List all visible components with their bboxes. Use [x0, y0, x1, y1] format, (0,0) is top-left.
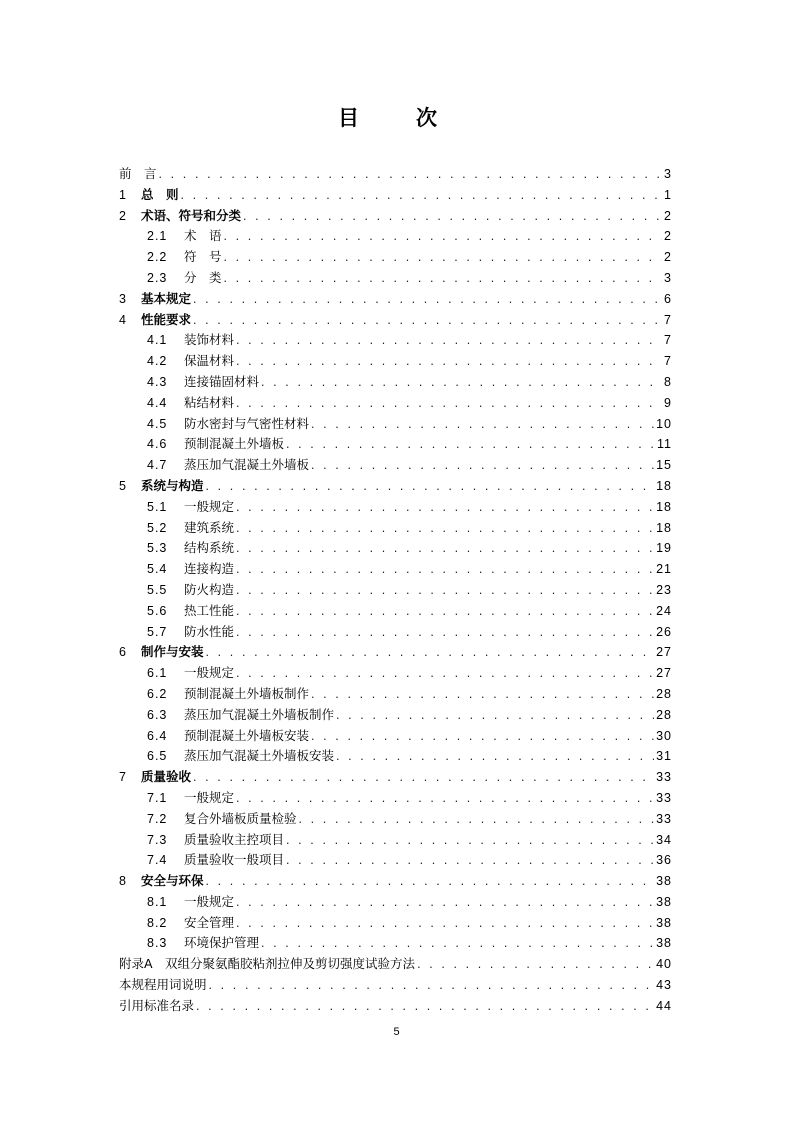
toc-entry-label: 防火构造 [184, 581, 235, 597]
toc-leader-dots [236, 497, 654, 518]
toc-entry-section[interactable] [119, 351, 672, 372]
toc-entry-label: 蒸压加气混凝土外墙板制作 [184, 706, 335, 722]
toc-leader-dots [236, 788, 654, 809]
toc-leader-dots [236, 663, 654, 684]
toc-leader-dots [236, 351, 662, 372]
toc-leader-dots [243, 206, 662, 227]
toc-entry-page: 9 [664, 395, 672, 410]
toc-entry-label: 性能要求 [141, 311, 192, 327]
toc-entry-number: 8 [119, 874, 126, 889]
toc-entry-label: 连接锚固材料 [184, 373, 260, 389]
toc-leader-dots [286, 830, 654, 851]
toc-entry-chapter[interactable] [119, 310, 672, 331]
toc-entry-page: 18 [656, 520, 672, 535]
page-number: 5 [393, 1026, 400, 1038]
toc-entry-label: 复合外墙板质量检验 [184, 810, 297, 826]
toc-leader-dots [286, 434, 655, 455]
toc-entry-label: 热工性能 [184, 602, 235, 618]
toc-leader-dots [206, 642, 655, 663]
toc-entry-chapter[interactable] [119, 954, 672, 975]
toc-leader-dots [236, 601, 654, 622]
toc-entry-chapter[interactable] [119, 642, 672, 663]
toc-entry-section[interactable] [119, 497, 672, 518]
toc-entry-number: 4.2 [147, 354, 168, 369]
toc-entry-page: 15 [656, 458, 672, 473]
toc-entry-chapter[interactable] [119, 206, 672, 227]
toc-leader-dots [209, 975, 655, 996]
toc-entry-page: 34 [656, 832, 672, 847]
toc-entry-number: 4 [119, 312, 126, 327]
toc-entry-label: 前 言 [119, 166, 157, 181]
toc-entry-number: 7.2 [147, 811, 168, 826]
toc-entry-number: 6.3 [147, 707, 168, 722]
toc-leader-dots [417, 954, 654, 975]
toc-leader-dots [286, 850, 654, 871]
toc-entry-label: 装饰材料 [184, 332, 235, 348]
toc-entry-label: 蒸压加气混凝土外墙板 [184, 457, 310, 473]
toc-entry-chapter[interactable] [119, 871, 672, 892]
toc-entry-section[interactable] [119, 330, 672, 351]
toc-entry-chapter[interactable] [119, 975, 672, 996]
toc-entry-chapter[interactable] [119, 164, 672, 185]
toc-entry-section[interactable] [119, 393, 672, 414]
toc-leader-dots [193, 289, 662, 310]
toc-entry-page: 38 [656, 915, 672, 930]
toc-entry-page: 24 [656, 603, 672, 618]
toc-entry-chapter[interactable] [119, 996, 672, 1017]
toc-leader-dots [311, 726, 654, 747]
toc-entry-section[interactable] [119, 746, 672, 767]
toc-entry-number: 2 [119, 208, 126, 223]
toc-entry-number: 4.5 [147, 416, 168, 431]
toc-entry-page: 38 [656, 874, 672, 889]
toc-leader-dots [236, 622, 654, 643]
toc-leader-dots [311, 684, 654, 705]
toc-entry-section[interactable] [119, 372, 672, 393]
toc-entry-number: 8.1 [147, 894, 168, 909]
toc-entry-chapter[interactable] [119, 185, 672, 206]
toc-entry-number: 5.3 [147, 541, 168, 556]
toc-entry-label: 一般规定 [184, 665, 235, 681]
toc-entry-number: 4.4 [147, 395, 168, 410]
toc-entry-page: 38 [656, 936, 672, 951]
toc-leader-dots [206, 871, 655, 892]
toc-entry-label: 本规程用词说明 [119, 977, 207, 993]
toc-entry-section[interactable] [119, 788, 672, 809]
toc-leader-dots [336, 705, 654, 726]
toc-entry-number: 5.2 [147, 520, 168, 535]
toc-entry-chapter[interactable] [119, 476, 672, 497]
toc-entry-chapter[interactable] [119, 289, 672, 310]
toc-entry-label: 安全与环保 [141, 873, 204, 889]
toc-entry-label: 结构系统 [184, 540, 235, 556]
toc-entry-label: 系统与构造 [141, 477, 204, 493]
toc-entry-section[interactable] [119, 663, 672, 684]
toc-entry-label: 安全管理 [184, 914, 235, 930]
toc-entry-page: 33 [656, 770, 672, 785]
toc-entry-page: 30 [656, 728, 672, 743]
toc-entry-number: 6.1 [147, 666, 168, 681]
toc-entry-page: 28 [656, 686, 672, 701]
toc-entry-page: 7 [664, 354, 672, 369]
toc-entry-page: 3 [664, 270, 672, 285]
toc-entry-page: 33 [656, 811, 672, 826]
toc-entry-page: 6 [664, 291, 672, 306]
toc-entry-page: 10 [656, 416, 672, 431]
toc-entry-page: 43 [656, 978, 672, 993]
toc-leader-dots [261, 933, 654, 954]
toc-entry-page: 27 [656, 666, 672, 681]
toc-entry-number: 6.4 [147, 728, 168, 743]
toc-entry-label: 术 语 [184, 228, 222, 244]
toc-leader-dots [196, 996, 654, 1017]
table-of-contents [119, 164, 672, 1017]
toc-entry-section[interactable] [119, 601, 672, 622]
toc-entry-page: 3 [664, 167, 672, 181]
toc-entry-number: 5.5 [147, 582, 168, 597]
toc-entry-page: 2 [664, 208, 672, 223]
toc-entry-chapter[interactable] [119, 767, 672, 788]
toc-entry-page: 2 [664, 250, 672, 265]
toc-entry-page: 8 [664, 374, 672, 389]
toc-leader-dots [236, 580, 654, 601]
toc-entry-section[interactable] [119, 850, 672, 871]
toc-entry-label: 基本规定 [141, 290, 192, 306]
toc-entry-number: 5.1 [147, 499, 168, 514]
toc-entry-number: 3 [119, 291, 126, 306]
toc-entry-section[interactable] [119, 684, 672, 705]
toc-entry-number: 1 [119, 187, 126, 202]
toc-entry-section[interactable] [119, 933, 672, 954]
toc-entry-label: 引用标准名录 [119, 997, 195, 1013]
toc-entry-page: 11 [657, 437, 672, 452]
toc-entry-label: 总 则 [141, 186, 179, 202]
toc-entry-page: 18 [656, 499, 672, 514]
toc-entry-label: 术语、符号和分类 [141, 207, 242, 223]
toc-entry-number: 4.6 [147, 437, 168, 452]
toc-leader-dots [236, 393, 662, 414]
toc-entry-label: 预制混凝土外墙板安装 [184, 727, 310, 743]
toc-entry-section[interactable] [119, 518, 672, 539]
toc-entry-label: 防水密封与气密性材料 [184, 415, 310, 431]
toc-leader-dots [181, 185, 663, 206]
toc-entry-section[interactable] [119, 622, 672, 643]
toc-entry-section[interactable] [119, 830, 672, 851]
toc-entry-number: 6 [119, 645, 126, 660]
toc-entry-page: 18 [656, 478, 672, 493]
toc-entry-label: 预制混凝土外墙板 [184, 436, 285, 452]
toc-entry-section[interactable] [119, 226, 672, 247]
toc-leader-dots [193, 310, 662, 331]
toc-entry-label: 一般规定 [184, 498, 235, 514]
toc-entry-page: 26 [656, 624, 672, 639]
toc-entry-section[interactable] [119, 414, 672, 435]
toc-entry-label: 环境保护管理 [184, 935, 260, 951]
toc-entry-number: 4.7 [147, 458, 168, 473]
toc-entry-section[interactable] [119, 434, 672, 455]
toc-entry-page: 19 [656, 541, 672, 556]
toc-entry-page: 28 [656, 707, 672, 722]
toc-entry-section[interactable] [119, 559, 672, 580]
toc-entry-page: 23 [656, 582, 672, 597]
toc-entry-number: 7.4 [147, 853, 168, 868]
toc-entry-section[interactable] [119, 809, 672, 830]
toc-entry-number: 2.2 [147, 250, 168, 265]
toc-entry-label: 一般规定 [184, 893, 235, 909]
toc-entry-section[interactable] [119, 705, 672, 726]
toc-entry-number: 5 [119, 478, 126, 493]
toc-entry-label: 粘结材料 [184, 394, 235, 410]
toc-leader-dots [311, 414, 654, 435]
toc-entry-label: 附录A 双组分聚氨酯胶粘剂拉伸及剪切强度试验方法 [119, 956, 416, 972]
toc-entry-page: 21 [656, 562, 672, 577]
toc-entry-number: 6.5 [147, 749, 168, 764]
toc-entry-page: 7 [664, 333, 672, 348]
toc-entry-page: 38 [656, 894, 672, 909]
toc-entry-page: 31 [656, 749, 672, 764]
toc-leader-dots [299, 809, 655, 830]
toc-entry-label: 保温材料 [184, 353, 235, 369]
toc-entry-label: 分 类 [184, 269, 222, 285]
toc-entry-label: 蒸压加气混凝土外墙板安装 [184, 748, 335, 764]
toc-leader-dots [224, 247, 663, 268]
toc-entry-label: 质量验收一般项目 [184, 852, 285, 868]
toc-entry-label: 预制混凝土外墙板制作 [184, 685, 310, 701]
toc-entry-page: 40 [656, 957, 672, 972]
toc-entry-number: 5.7 [147, 624, 168, 639]
toc-entry-page: 27 [656, 645, 672, 660]
toc-leader-dots [159, 164, 663, 185]
toc-entry-number: 4.1 [147, 333, 168, 348]
toc-entry-section[interactable] [119, 455, 672, 476]
toc-entry-section[interactable] [119, 913, 672, 934]
toc-leader-dots [224, 226, 663, 247]
toc-entry-page: 1 [664, 187, 672, 202]
toc-entry-label: 连接构造 [184, 561, 235, 577]
toc-leader-dots [206, 476, 655, 497]
toc-leader-dots [336, 746, 654, 767]
toc-entry-number: 5.4 [147, 562, 168, 577]
toc-entry-number: 8.2 [147, 915, 168, 930]
toc-entry-section[interactable] [119, 247, 672, 268]
toc-leader-dots [261, 372, 662, 393]
toc-leader-dots [236, 892, 654, 913]
toc-entry-page: 7 [664, 312, 672, 327]
toc-entry-number: 6.2 [147, 686, 168, 701]
toc-entry-page: 33 [656, 790, 672, 805]
toc-entry-number: 2.3 [147, 270, 168, 285]
toc-leader-dots [236, 913, 654, 934]
toc-entry-label: 制作与安装 [141, 644, 204, 660]
toc-entry-number: 2.1 [147, 229, 168, 244]
toc-entry-label: 建筑系统 [184, 519, 235, 535]
toc-entry-label: 符 号 [184, 249, 222, 265]
toc-leader-dots [224, 268, 663, 289]
toc-leader-dots [236, 518, 654, 539]
toc-entry-page: 2 [664, 229, 672, 244]
toc-entry-number: 8.3 [147, 936, 168, 951]
toc-entry-label: 质量验收 [141, 769, 192, 785]
toc-leader-dots [236, 538, 654, 559]
toc-leader-dots [311, 455, 654, 476]
toc-entry-label: 一般规定 [184, 789, 235, 805]
page-title: 目 次 [338, 106, 455, 130]
toc-leader-dots [193, 767, 654, 788]
toc-leader-dots [236, 330, 662, 351]
toc-entry-section[interactable] [119, 892, 672, 913]
toc-entry-label: 防水性能 [184, 623, 235, 639]
toc-entry-page: 44 [656, 998, 672, 1013]
toc-entry-number: 7.3 [147, 832, 168, 847]
toc-entry-number: 7.1 [147, 790, 168, 805]
toc-entry-label: 质量验收主控项目 [184, 831, 285, 847]
toc-leader-dots [236, 559, 654, 580]
toc-entry-section[interactable] [119, 580, 672, 601]
toc-entry-number: 4.3 [147, 374, 168, 389]
toc-entry-section[interactable] [119, 268, 672, 289]
toc-entry-section[interactable] [119, 726, 672, 747]
toc-entry-number: 7 [119, 770, 126, 785]
toc-entry-section[interactable] [119, 538, 672, 559]
toc-entry-number: 5.6 [147, 603, 168, 618]
toc-entry-page: 36 [656, 853, 672, 868]
